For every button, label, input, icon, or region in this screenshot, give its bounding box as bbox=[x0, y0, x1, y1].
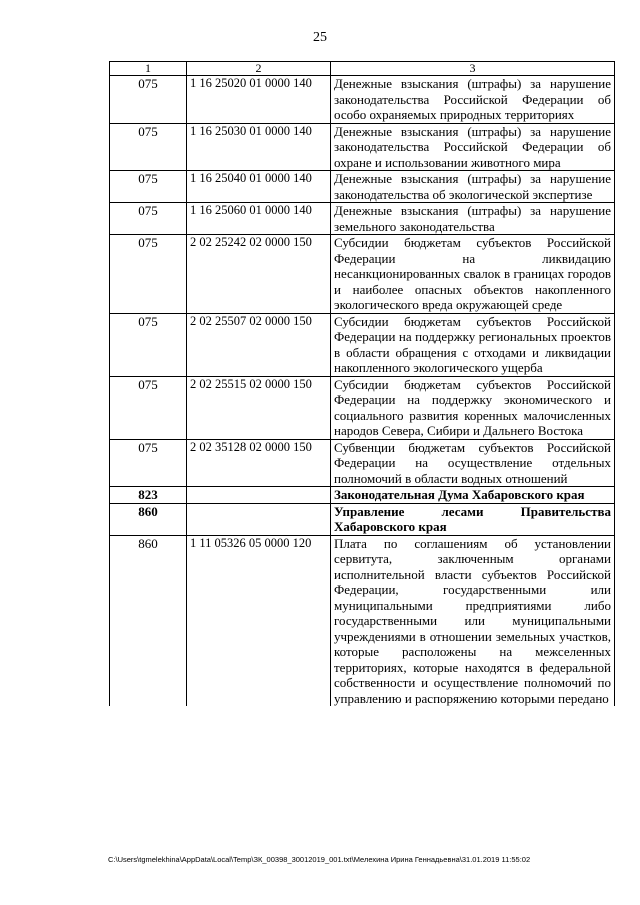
revenue-name-cell: Субсидии бюджетам субъектов Российской Федерации на поддержку региональных проектов в области обращения с отходами и ликвидации накопленного экологического ущерба bbox=[331, 313, 615, 376]
table-row bbox=[110, 313, 615, 376]
admin-code-cell: 075 bbox=[110, 439, 187, 487]
revenue-code-cell: 1 16 25020 01 0000 140 bbox=[187, 76, 331, 124]
revenue-code-cell bbox=[187, 487, 331, 504]
revenue-code-cell bbox=[187, 503, 331, 535]
table-row bbox=[110, 123, 615, 171]
administrator-name-cell: Законодательная Дума Хабаровского края bbox=[331, 487, 615, 504]
table-row bbox=[110, 76, 615, 124]
table-row bbox=[110, 203, 615, 235]
revenue-code-cell: 1 11 05326 05 0000 120 bbox=[187, 535, 331, 706]
revenue-code-cell: 2 02 25507 02 0000 150 bbox=[187, 313, 331, 376]
page-number: 25 bbox=[313, 30, 327, 45]
header-col-1: 1 bbox=[110, 62, 187, 76]
header-col-3: 3 bbox=[331, 62, 615, 76]
administrator-name-cell: Управление лесами Правительства Хабаровского края bbox=[331, 503, 615, 535]
revenue-code-cell: 2 02 25515 02 0000 150 bbox=[187, 376, 331, 439]
admin-code-cell: 075 bbox=[110, 376, 187, 439]
revenue-name-cell: Субвенции бюджетам субъектов Российской Федерации на осуществление отдельных полномочий в области водных отношений bbox=[331, 439, 615, 487]
admin-code-cell: 823 bbox=[110, 487, 187, 504]
revenue-code-cell: 2 02 25242 02 0000 150 bbox=[187, 235, 331, 314]
table-header-row bbox=[110, 62, 615, 76]
revenue-code-cell: 1 16 25060 01 0000 140 bbox=[187, 203, 331, 235]
revenue-name-cell: Субсидии бюджетам субъектов Российской Федерации на поддержку экономического и социального развития коренных малочисленных народов Севера, Сибири и Дальнего Востока bbox=[331, 376, 615, 439]
revenue-code-cell: 1 16 25030 01 0000 140 bbox=[187, 123, 331, 171]
admin-code-cell: 075 bbox=[110, 203, 187, 235]
admin-code-cell: 075 bbox=[110, 235, 187, 314]
revenue-codes-table bbox=[109, 61, 615, 706]
admin-code-cell: 860 bbox=[110, 503, 187, 535]
table-row bbox=[110, 235, 615, 314]
admin-code-cell: 075 bbox=[110, 313, 187, 376]
revenue-code-cell: 2 02 35128 02 0000 150 bbox=[187, 439, 331, 487]
revenue-name-cell: Плата по соглашениям об установлении сервитута, заключенным органами исполнительной власти субъектов Российской Федерации, государственными или муниципальными предприятиями либо государственными или муниципальными учреждениями в отношении земельных участков, которые расположены на межселенных территориях, которые находятся в федеральной собственности и осуществление полномочий по управлению и распоряжению которыми передано bbox=[331, 535, 615, 706]
revenue-name-cell: Денежные взыскания (штрафы) за нарушение законодательства об экологической экспертизе bbox=[331, 171, 615, 203]
admin-code-cell: 075 bbox=[110, 76, 187, 124]
table-row bbox=[110, 171, 615, 203]
admin-code-cell: 860 bbox=[110, 535, 187, 706]
header-col-2: 2 bbox=[187, 62, 331, 76]
table-row bbox=[110, 376, 615, 439]
admin-code-cell: 075 bbox=[110, 123, 187, 171]
revenue-code-cell: 1 16 25040 01 0000 140 bbox=[187, 171, 331, 203]
revenue-name-cell: Денежные взыскания (штрафы) за нарушение земельного законодательства bbox=[331, 203, 615, 235]
table-row bbox=[110, 535, 615, 706]
file-path-footer: C:\Users\tgmelekhina\AppData\Local\Temp\ЗК_00398_30012019_001.txt\Мелехина Ирина Геннадьевна\31.01.2019 11:55:02 bbox=[108, 855, 531, 864]
revenue-name-cell: Субсидии бюджетам субъектов Российской Федерации на ликвидацию несанкционированных свалок в границах городов и наиболее опасных объектов накопленного экологического вреда окружающей среде bbox=[331, 235, 615, 314]
revenue-name-cell: Денежные взыскания (штрафы) за нарушение законодательства Российской Федерации об особо охраняемых природных территориях bbox=[331, 76, 615, 124]
revenue-name-cell: Денежные взыскания (штрафы) за нарушение законодательства Российской Федерации об охране и использовании животного мира bbox=[331, 123, 615, 171]
table-row-section bbox=[110, 503, 615, 535]
table-row-section bbox=[110, 487, 615, 504]
admin-code-cell: 075 bbox=[110, 171, 187, 203]
table-row bbox=[110, 439, 615, 487]
